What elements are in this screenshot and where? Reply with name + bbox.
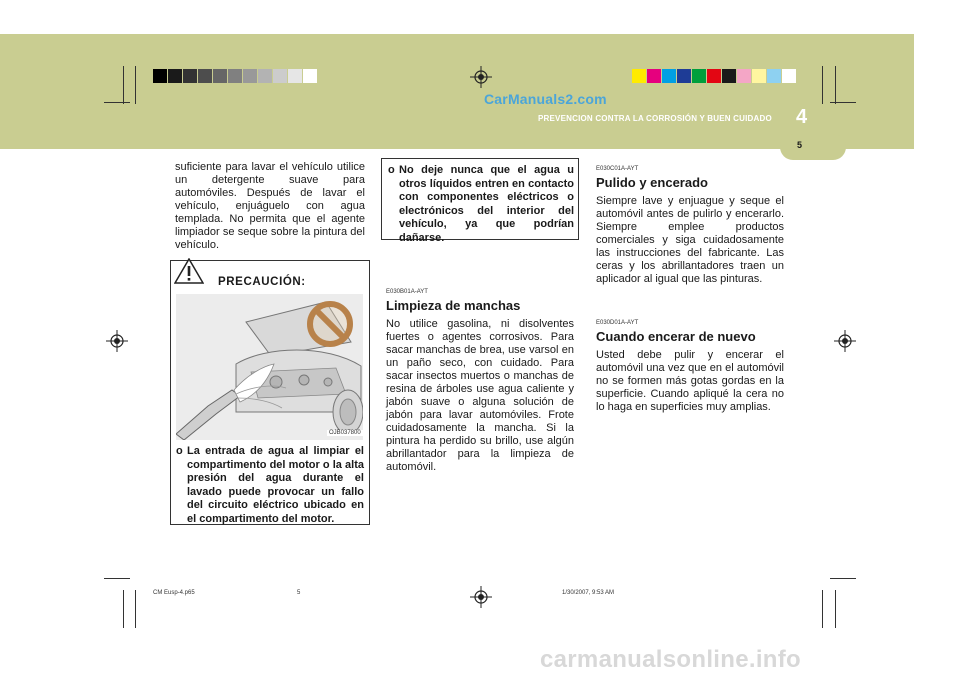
section-code: E030D01A-AYT — [596, 320, 639, 326]
color-swatch — [273, 69, 287, 83]
bullet-marker: o — [388, 164, 395, 176]
registration-mark-icon — [106, 330, 128, 352]
color-swatch — [692, 69, 706, 83]
footer-timestamp: 1/30/2007, 9:53 AM — [562, 590, 615, 596]
color-swatch — [647, 69, 661, 83]
bottom-watermark[interactable]: carmanualsonline.info — [540, 646, 802, 673]
registration-mark-icon — [470, 586, 492, 608]
section-heading: Pulido y encerado — [596, 175, 708, 190]
section-text: Siempre lave y enjuague y seque el automóvil antes de pulirlo y encerarlo. Siempre emplee productos comerciales y siga cuidadosamente las instrucciones del fabricante. Las ceras y los abrillantadores traen un aplicador al igual que las pinturas. — [596, 195, 784, 285]
section-text: Usted debe pulir y encerar el automóvil una vez que en el automóvil no se formen más gotas gordas en la superficie. Cuando apliqué la cera no lo haga en superficies muy amplias. — [596, 349, 784, 413]
bullet-marker: o — [176, 445, 183, 457]
header-band — [0, 34, 914, 149]
footer-file-name: CM Eusp-4.p65 — [153, 590, 195, 596]
color-swatch — [662, 69, 676, 83]
column1-paragraph: suficiente para lavar el vehículo utilice un detergente suave para automóviles. Después de lavar el vehículo, enjuáguelo con agua templada. No permita que el agente limpiador se seque sobre la pintura del vehículo. — [175, 161, 365, 251]
color-swatch — [213, 69, 227, 83]
color-swatch — [303, 69, 317, 83]
left-color-swatches — [153, 69, 318, 83]
color-swatch — [767, 69, 781, 83]
warning-triangle-icon — [174, 258, 204, 284]
stain-cleaning-section — [386, 289, 574, 474]
color-swatch — [153, 69, 167, 83]
color-swatch — [677, 69, 691, 83]
polishing-section — [596, 166, 784, 286]
caution-bullet-text: La entrada de agua al limpiar el compartimento del motor o la alta presión del agua durante el lavado puede provocar un fallo del circuito eléctrico ubicado en el compartimento del motor. — [187, 445, 364, 525]
color-swatch — [168, 69, 182, 83]
chapter-number: 4 — [796, 106, 808, 128]
color-swatch — [632, 69, 646, 83]
registration-mark-icon — [834, 330, 856, 352]
color-swatch — [782, 69, 796, 83]
color-swatch — [288, 69, 302, 83]
color-swatch — [752, 69, 766, 83]
right-color-swatches — [632, 69, 797, 83]
electrical-warning-text: No deje nunca que el agua u otros líquidos entren en contacto con componentes eléctricos o electrónicos del interior del vehículo, ya que podrían dañarse. — [399, 164, 574, 244]
section-text: No utilice gasolina, ni disolventes fuertes o agentes corrosivos. Para sacar manchas de brea, use varsol en un paño seco, con cuidado. Para sacar insectos muertos o manchas de resina de árboles use agua caliente y jabón suave o alguna solución de jabón para lavar automóviles. Frote cuidadosamente la mancha. Si la pintura ha perdido su brillo, use algún abrillantador para la limpieza de automóvil. — [386, 318, 574, 473]
color-swatch — [198, 69, 212, 83]
electrical-warning-item — [388, 164, 574, 245]
color-swatch — [183, 69, 197, 83]
page-number: 5 — [797, 140, 803, 150]
section-code: E030B01A-AYT — [386, 289, 428, 295]
section-heading: Limpieza de manchas — [386, 298, 521, 313]
section-code: E030C01A-AYT — [596, 166, 639, 172]
caution-title: PRECAUCIÓN: — [218, 276, 306, 288]
site-watermark[interactable]: CarManuals2.com — [484, 91, 607, 107]
color-swatch — [722, 69, 736, 83]
registration-mark-icon — [470, 66, 492, 88]
image-code: OJB037800 — [329, 430, 361, 436]
color-swatch — [243, 69, 257, 83]
section-title: PREVENCION CONTRA LA CORROSIÓN Y BUEN CUIDADO — [538, 114, 772, 123]
section-heading: Cuando encerar de nuevo — [596, 329, 756, 344]
color-swatch — [228, 69, 242, 83]
page-number-tab — [780, 134, 846, 160]
electrical-warning-box — [381, 158, 579, 244]
caution-bullet — [176, 445, 364, 526]
rewaxing-section — [596, 320, 784, 414]
color-swatch — [707, 69, 721, 83]
no-entry-icon — [306, 300, 354, 348]
color-swatch — [737, 69, 751, 83]
color-swatch — [258, 69, 272, 83]
footer-page: 5 — [297, 590, 301, 596]
